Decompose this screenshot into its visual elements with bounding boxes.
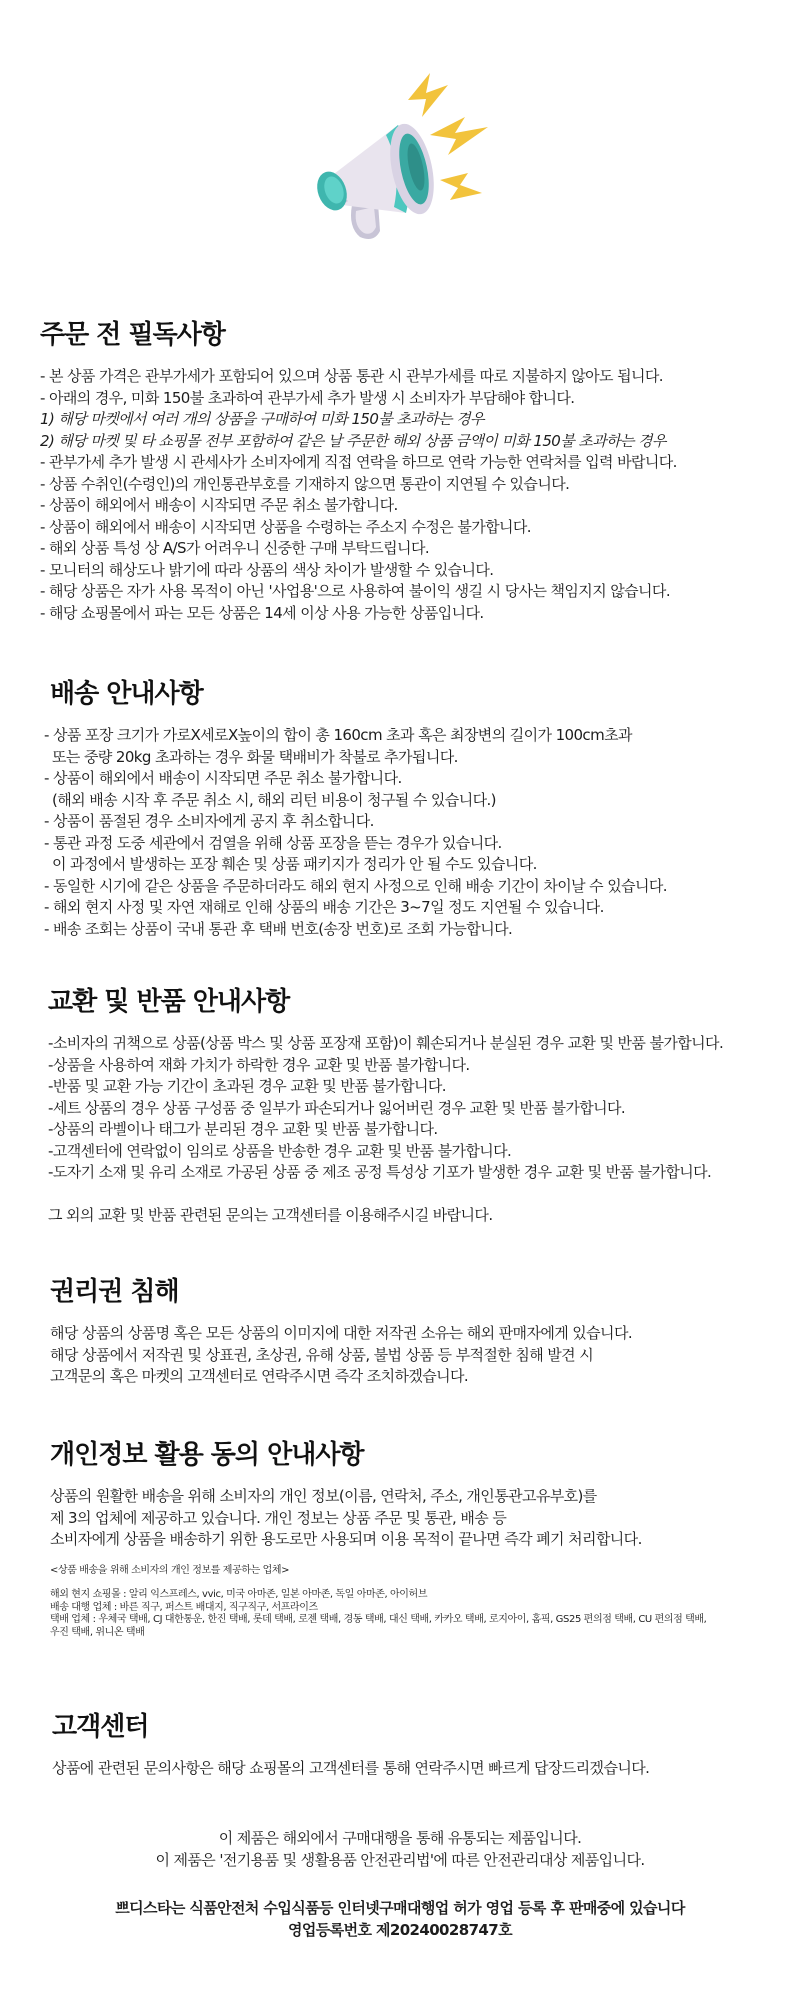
- section-lines: [0, 1486, 800, 1551]
- text-line: 또는 중량 20kg 초과하는 경우 화물 택배비가 착불로 추가됩니다.: [52, 747, 458, 766]
- section-title: 고객센터: [52, 1712, 149, 1742]
- section-lines: [0, 366, 800, 624]
- text-line: 택배 업체 : 우체국 택배, CJ 대한통운, 한진 택배, 롯데 택배, 로젠 택배, 경동 택배, 대신 택배, 카카오 택배, 로지아이, 홈픽, GS25 편의점 택배, CU 편의점 택배,: [50, 1614, 707, 1625]
- text-line: 해당 상품의 상품명 혹은 모든 상품의 이미지에 대한 저작권 소유는 해외 판매자에게 있습니다.: [50, 1324, 633, 1342]
- text-line: (해외 배송 시작 후 주문 취소 시, 해외 리턴 비용이 청구될 수 있습니다.): [52, 790, 496, 809]
- text-line: - 해당 상품은 자가 사용 목적이 아닌 '사업용'으로 사용하여 불이익 생길 시 당사는 책임지지 않습니다.: [40, 582, 670, 600]
- text-line: - 해외 현지 사정 및 자연 재해로 인해 상품의 배송 기간은 3~7일 정도 지연될 수 있습니다.: [44, 898, 604, 916]
- text-line: 이 제품은 해외에서 구매대행을 통해 유통되는 제품입니다.: [218, 1829, 582, 1847]
- text-line: - 관부가세 추가 발생 시 관세사가 소비자에게 직접 연락을 하므로 연락 가능한 연락처를 입력 바랍니다.: [40, 453, 677, 471]
- text-line: - 해외 상품 특성 상 A/S가 어려우니 신중한 구매 부탁드립니다.: [40, 539, 430, 557]
- text-line: 제 3의 업체에 제공하고 있습니다. 개인 정보는 상품 주문 및 통관, 배송 등: [50, 1508, 507, 1527]
- text-line: - 본 상품 가격은 관부가세가 포함되어 있으며 상품 통관 시 관부가세를 따로 지불하지 않아도 됩니다.: [40, 367, 663, 385]
- text-line: -고객센터에 연락없이 임의로 상품을 반송한 경우 교환 및 반품 불가합니다.: [48, 1141, 512, 1160]
- text-line: 우진 택배, 위니온 택배: [50, 1626, 145, 1638]
- text-line: 쁘디스타는 식품안전처 수입식품등 인터넷구매대행업 허가 영업 등록 후 판매중에 있습니다: [115, 1899, 685, 1917]
- text-line: - 모니터의 해상도나 밝기에 따라 상품의 색상 차이가 발생할 수 있습니다.: [40, 560, 494, 579]
- section-lines: [0, 1033, 800, 1184]
- text-line: 해외 현지 쇼핑몰 : 알리 익스프레스, vvic, 미국 아마존, 일본 아마존, 독일 아마존, 아이허브: [50, 1589, 428, 1600]
- megaphone-icon: [290, 55, 510, 255]
- privacy-small-heading: <상품 배송을 위해 소비자의 개인 정보를 제공하는 업체>: [50, 1564, 290, 1576]
- section-returns: [0, 985, 800, 1226]
- footer-notice: [0, 1828, 800, 1871]
- text-line: 이 과정에서 발생하는 포장 훼손 및 상품 패키지가 정리가 안 될 수도 있습니다.: [52, 855, 537, 873]
- section-title: 배송 안내사항: [50, 679, 203, 709]
- lightning-icon: [440, 173, 482, 200]
- section-pre-order: [0, 318, 800, 624]
- text-line: - 상품이 품절된 경우 소비자에게 공지 후 취소합니다.: [44, 812, 374, 830]
- text-line: - 동일한 시기에 같은 상품을 주문하더라도 해외 현지 사정으로 인해 배송 기간이 차이날 수 있습니다.: [44, 876, 667, 895]
- text-line: 영업등록번호 제20240028747호: [288, 1920, 512, 1939]
- footer-registration: [0, 1898, 800, 1941]
- section-support: [0, 1710, 800, 1780]
- lightning-icon: [430, 117, 488, 155]
- text-line: -세트 상품의 경우 상품 구성품 중 일부가 파손되거나 잃어버린 경우 교환 및 반품 불가합니다.: [48, 1098, 626, 1117]
- text-line: - 상품 포장 크기가 가로X세로X높이의 합이 총 160cm 초과 혹은 최장변의 길이가 100cm초과: [44, 726, 632, 744]
- text-line: - 상품이 해외에서 배송이 시작되면 주문 취소 불가합니다.: [40, 496, 398, 514]
- text-line: 고객문의 혹은 마켓의 고객센터로 연락주시면 즉각 조치하겠습니다.: [50, 1367, 469, 1385]
- section-privacy: [0, 1438, 800, 1639]
- section-title: 주문 전 필독사항: [40, 320, 225, 350]
- text-line: - 통관 과정 도중 세관에서 검열을 위해 상품 포장을 뜯는 경우가 있습니다.: [44, 833, 502, 852]
- lightning-icon: [408, 73, 448, 117]
- text-line: - 배송 조회는 상품이 국내 통관 후 택배 번호(송장 번호)로 조회 가능합니다.: [44, 919, 513, 938]
- text-line: 소비자에게 상품을 배송하기 위한 용도로만 사용되며 이용 목적이 끝나면 즉각 폐기 처리합니다.: [50, 1530, 642, 1548]
- text-line: -상품을 사용하여 재화 가치가 하락한 경우 교환 및 반품 불가합니다.: [48, 1055, 470, 1074]
- text-line: - 해당 쇼핑몰에서 파는 모든 상품은 14세 이상 사용 가능한 상품입니다.: [40, 603, 484, 622]
- text-line: -소비자의 귀책으로 상품(상품 박스 및 상품 포장재 포함)이 훼손되거나 분실된 경우 교환 및 반품 불가합니다.: [48, 1034, 724, 1052]
- text-line: - 상품이 해외에서 배송이 시작되면 상품을 수령하는 주소지 수정은 불가합니다.: [40, 517, 531, 536]
- text-line: 상품의 원활한 배송을 위해 소비자의 개인 정보(이름, 연락처, 주소, 개인통관고유부호)를: [50, 1487, 597, 1505]
- text-line: - 상품 수취인(수령인)의 개인통관부호를 기재하지 않으면 통관이 지연될 수 있습니다.: [40, 474, 570, 493]
- text-line: -반품 및 교환 가능 기간이 초과된 경우 교환 및 반품 불가합니다.: [48, 1077, 446, 1095]
- section-copyright: [0, 1275, 800, 1388]
- section-title: 권리권 침해: [50, 1277, 179, 1307]
- privacy-vendor-list: [0, 1589, 800, 1639]
- section-lines: [0, 1323, 800, 1388]
- text-line: 상품에 관련된 문의사항은 해당 쇼핑몰의 고객센터를 통해 연락주시면 빠르게 답장드리겠습니다.: [52, 1759, 650, 1777]
- text-line: 배송 대행 업체 : 바른 직구, 퍼스트 배대지, 직구직구, 서프라이즈: [50, 1601, 318, 1613]
- text-line: 해당 상품에서 저작권 및 상표권, 초상권, 유해 상품, 불법 상품 등 부적절한 침해 발견 시: [50, 1345, 594, 1364]
- text-line: - 아래의 경우, 미화 150불 초과하여 관부가세 추가 발생 시 소비자가 부담해야 합니다.: [40, 388, 575, 407]
- section-shipping: [0, 677, 800, 940]
- returns-note: 그 외의 교환 및 반품 관련된 문의는 고객센터를 이용해주시길 바랍니다.: [48, 1205, 493, 1224]
- section-title: 개인정보 활용 동의 안내사항: [50, 1440, 364, 1470]
- text-line: -상품의 라벨이나 태그가 분리된 경우 교환 및 반품 불가합니다.: [48, 1120, 438, 1138]
- text-line: 이 제품은 '전기용품 및 생활용품 안전관리법'에 따른 안전관리대상 제품입니다.: [155, 1850, 645, 1869]
- text-line: - 상품이 해외에서 배송이 시작되면 주문 취소 불가합니다.: [44, 769, 402, 787]
- section-lines: [0, 725, 800, 940]
- text-line: 1) 해당 마켓에서 여러 개의 상품을 구매하여 미화 150불 초과하는 경우: [40, 410, 484, 428]
- text-line: -도자기 소재 및 유리 소재로 가공된 상품 중 제조 공정 특성상 기포가 발생한 경우 교환 및 반품 불가합니다.: [48, 1163, 712, 1181]
- section-title: 교환 및 반품 안내사항: [48, 987, 290, 1017]
- section-lines: [0, 1758, 800, 1780]
- text-line: 2) 해당 마켓 및 타 쇼핑몰 전부 포함하여 같은 날 주문한 해외 상품 금액이 미화 150불 초과하는 경우: [40, 431, 666, 450]
